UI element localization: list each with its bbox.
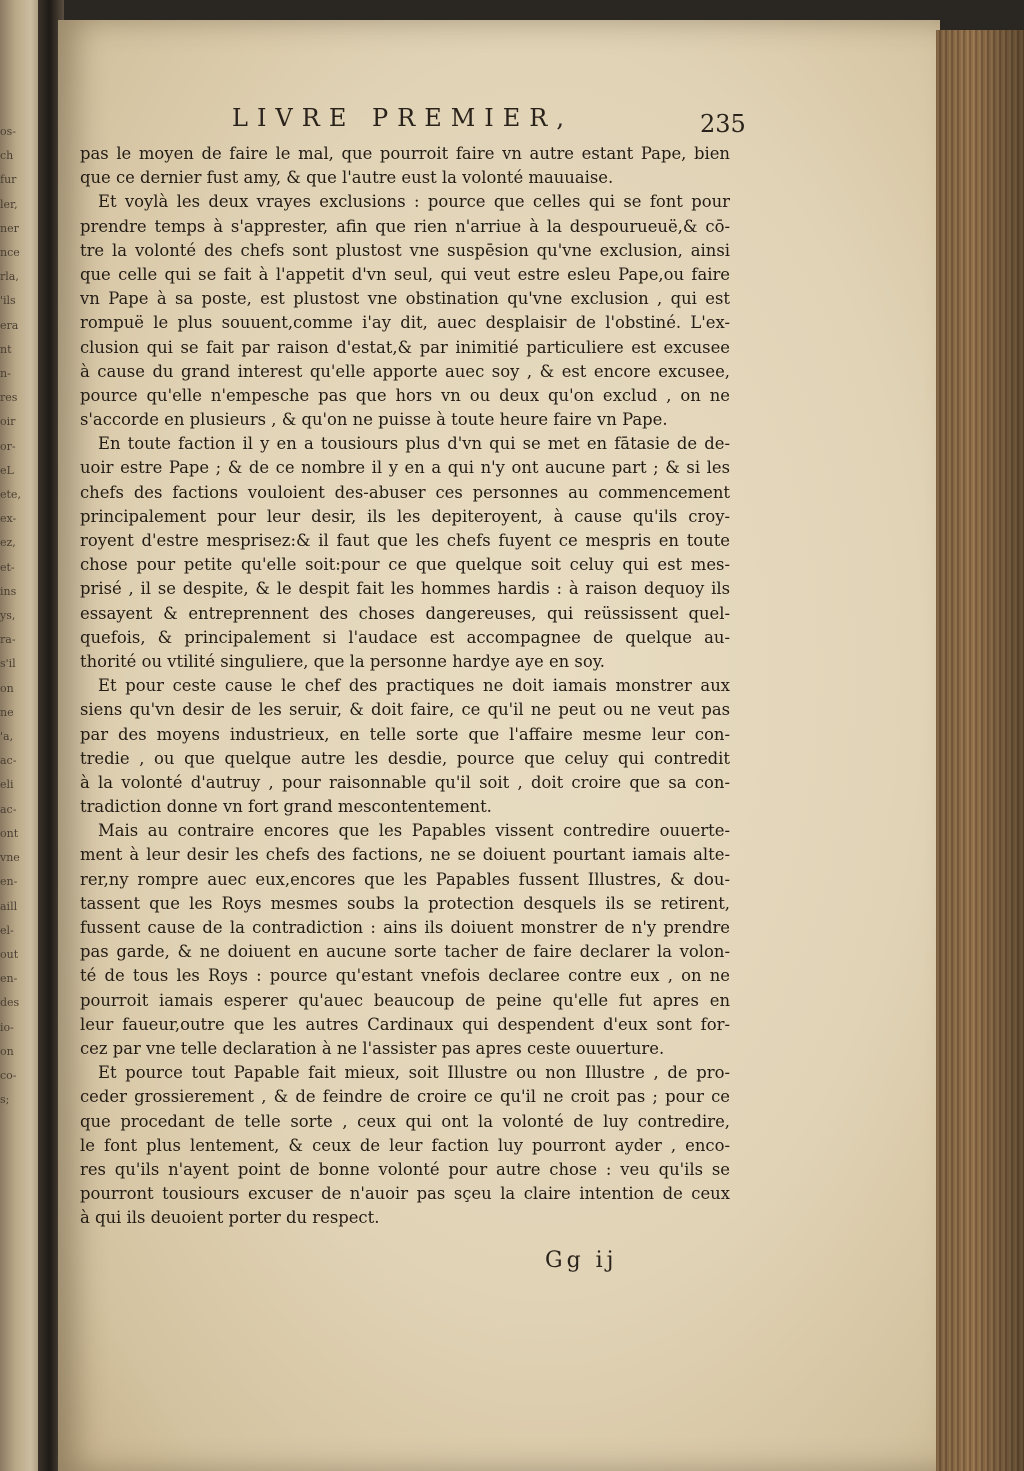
text-line: tredie , ou que quelque autre les desdie, pource que celuy qui contredit bbox=[80, 748, 730, 768]
text-line: leur faueur,outre que les autres Cardinaux qui despendent d'eux sont for- bbox=[80, 1014, 730, 1034]
left-page-fragment: io- bbox=[0, 1020, 14, 1034]
left-page-fragment: ac- bbox=[0, 802, 17, 816]
text-line: uoir estre Pape ; & de ce nombre il y en a qui n'y ont aucune part ; & si les bbox=[80, 458, 730, 478]
text-line: clusion qui se fait par raison d'estat,& par inimitié particuliere est excusee bbox=[80, 337, 730, 357]
left-page-fragment: res bbox=[0, 391, 18, 405]
left-page-fragment: oir bbox=[0, 415, 16, 429]
left-page-fragment: ys, bbox=[0, 609, 16, 623]
text-line: le font plus lentement, & ceux de leur faction luy pourront ayder , enco- bbox=[80, 1135, 730, 1155]
left-page-fragment: os- bbox=[0, 125, 16, 138]
text-line: tassent que les Roys mesmes soubs la protection desquels ils se retirent, bbox=[80, 893, 730, 913]
text-line: En toute faction il y en a tousiours plus d'vn qui se met en fātasie de de- bbox=[98, 434, 730, 454]
left-page-fragment: ins bbox=[0, 584, 17, 598]
left-page-fragment: ne bbox=[0, 705, 14, 719]
text-line: que procedant de telle sorte , ceux qui ont la volonté de luy contredire, bbox=[80, 1111, 730, 1131]
text-line: s'accorde en plusieurs , & qu'on ne puisse à toute heure faire vn Pape. bbox=[80, 410, 668, 430]
left-page-fragment: 'ils bbox=[0, 294, 16, 308]
text-line: royent d'estre mesprisez:& il faut que les chefs fuyent ce mespris en toute bbox=[80, 531, 730, 550]
text-line: té de tous les Roys : pource qu'estant vnefois declaree contre eux , on ne bbox=[80, 966, 730, 986]
left-page-fragment: ra- bbox=[0, 633, 16, 647]
left-page-fragment: eli bbox=[0, 778, 14, 792]
left-page-fragment: ez, bbox=[0, 536, 16, 550]
left-page-fragment: s'il bbox=[0, 657, 16, 671]
left-page-fragment: ch bbox=[0, 149, 14, 163]
left-page-fragment: on bbox=[0, 1044, 14, 1058]
text-line: prisé , il se despite, & le despit fait les hommes hardis : à raison dequoy ils bbox=[80, 579, 730, 599]
text-line: que celle qui se fait à l'appetit d'vn seul, qui veut estre esleu Pape,ou faire bbox=[80, 264, 730, 284]
book-edge-shadow bbox=[936, 30, 1024, 1471]
left-page-fragment: co- bbox=[0, 1068, 17, 1082]
left-page-fragment: rla, bbox=[0, 270, 19, 284]
text-line: cez par vne telle declaration à ne l'assister pas apres ceste ouuerture. bbox=[80, 1038, 665, 1058]
text-line: pas garde, & ne doiuent en aucune sorte tacher de faire declarer la volon- bbox=[80, 942, 730, 962]
left-page-fragment: out bbox=[0, 947, 19, 961]
left-page-fragment: on bbox=[0, 681, 14, 695]
text-line: siens qu'vn desir de les seruir, & doit faire, ce qu'il ne peut ou ne veut pas bbox=[80, 700, 730, 720]
text-line: tradiction donne vn fort grand mescontentement. bbox=[80, 797, 492, 817]
text-line: pas le moyen de faire le mal, que pourroit faire vn autre estant Pape, bien bbox=[80, 144, 730, 163]
text-line: thorité ou vtilité singuliere, que la personne hardye aye en soy. bbox=[80, 651, 606, 671]
left-page-fragment: en- bbox=[0, 972, 18, 986]
text-line: pource qu'elle n'empesche pas que hors vn ou deux qu'on exclud , on ne bbox=[80, 385, 730, 405]
left-page-fragment: ac- bbox=[0, 754, 17, 768]
text-line: principalement pour leur desir, ils les depiteroyent, à cause qu'ils croy- bbox=[80, 506, 730, 526]
text-line: prendre temps à s'apprester, afin que rien n'arriue à la despourueuë,& cō- bbox=[80, 216, 730, 236]
page-number: 235 bbox=[700, 110, 746, 138]
text-line: à qui ils deuoient porter du respect. bbox=[80, 1208, 380, 1228]
text-line: chose pour petite qu'elle soit:pour ce que quelque soit celuy qui est mes- bbox=[80, 555, 730, 575]
left-page-fragment: ner bbox=[0, 221, 19, 235]
left-page-fragment: nt bbox=[0, 342, 12, 356]
left-page-fragment: ont bbox=[0, 826, 19, 840]
text-line: à cause du grand interest qu'elle apporte auec soy , & est encore excusee, bbox=[80, 361, 730, 381]
left-page-fragment: nce bbox=[0, 246, 20, 260]
left-page-fragment: ete, bbox=[0, 488, 21, 502]
text-line: vn Pape à sa poste, est plustost vne obstination qu'vne exclusion , qui est bbox=[80, 289, 730, 309]
body-text bbox=[80, 142, 730, 1230]
left-page-text-fragments bbox=[0, 120, 40, 1112]
text-line: pourront tousiours excuser de n'auoir pas sçeu la claire intention de ceux bbox=[80, 1184, 730, 1204]
left-page-fragment: or- bbox=[0, 439, 16, 453]
text-line: pourroit iamais esperer qu'auec beaucoup de peine qu'elle fut apres en bbox=[80, 990, 730, 1010]
left-page-fragment: ex- bbox=[0, 512, 17, 526]
text-line: rer,ny rompre auec eux,encores que les Papables fussent Illustres, & dou- bbox=[80, 869, 730, 889]
left-page-fragment: aill bbox=[0, 899, 18, 913]
text-line: Et voylà les deux vrayes exclusions : pource que celles qui se font pour bbox=[98, 192, 730, 212]
left-page-fragment: n- bbox=[0, 367, 11, 381]
text-line: tre la volonté des chefs sont plustost vne suspēsion qu'vne exclusion, ainsi bbox=[80, 240, 730, 260]
left-page-fragment: des bbox=[0, 996, 20, 1010]
text-line: rompuë le plus souuent,comme i'ay dit, auec desplaisir de l'obstiné. L'ex- bbox=[80, 313, 730, 333]
left-page-fragment: et- bbox=[0, 560, 15, 574]
left-page-fragment: 'a, bbox=[0, 730, 14, 744]
left-page-fragment: vne bbox=[0, 851, 20, 865]
text-line: Et pource tout Papable fait mieux, soit Illustre ou non Illustre , de pro- bbox=[98, 1063, 730, 1083]
text-line: fussent cause de la contradiction : ains ils doiuent monstrer de n'y prendre bbox=[80, 918, 730, 937]
left-page-fragment: era bbox=[0, 318, 19, 332]
left-page-fragment: en- bbox=[0, 875, 18, 889]
text-line: que ce dernier fust amy, & que l'autre eust la volonté mauuaise. bbox=[80, 168, 614, 188]
text-line: Mais au contraire encores que les Papables vissent contredire ouuerte- bbox=[98, 821, 730, 841]
left-page-fragment: ler, bbox=[0, 197, 18, 211]
signature-mark: Gg ij bbox=[545, 1248, 618, 1273]
text-line: Et pour ceste cause le chef des practiques ne doit iamais monstrer aux bbox=[98, 676, 730, 696]
text-line: res qu'ils n'ayent point de bonne volonté pour autre chose : veu qu'ils se bbox=[80, 1159, 730, 1179]
text-line: ceder grossierement , & de feindre de croire ce qu'il ne croit pas ; pour ce bbox=[80, 1087, 730, 1107]
running-head: LIVRE PREMIER, bbox=[232, 104, 573, 132]
left-page-fragment: eL bbox=[0, 463, 14, 477]
text-line: essayent & entreprennent des choses dangereuses, qui reüssissent quel- bbox=[80, 603, 730, 623]
left-page-fragment: el- bbox=[0, 923, 14, 937]
text-line: à la volonté d'autruy , pour raisonnable qu'il soit , doit croire que sa con- bbox=[80, 772, 730, 792]
text-line: chefs des factions vouloient des-abuser ces personnes au commencement bbox=[80, 482, 730, 502]
left-page-fragment: fur bbox=[0, 173, 17, 187]
text-line: par des moyens industrieux, en telle sorte que l'affaire mesme leur con- bbox=[80, 724, 730, 744]
text-line: quefois, & principalement si l'audace est accompagnee de quelque au- bbox=[80, 627, 730, 647]
text-line: ment à leur desir les chefs des factions, ne se doiuent pourtant iamais alte- bbox=[80, 845, 730, 865]
left-page-fragment: s; bbox=[0, 1093, 10, 1107]
